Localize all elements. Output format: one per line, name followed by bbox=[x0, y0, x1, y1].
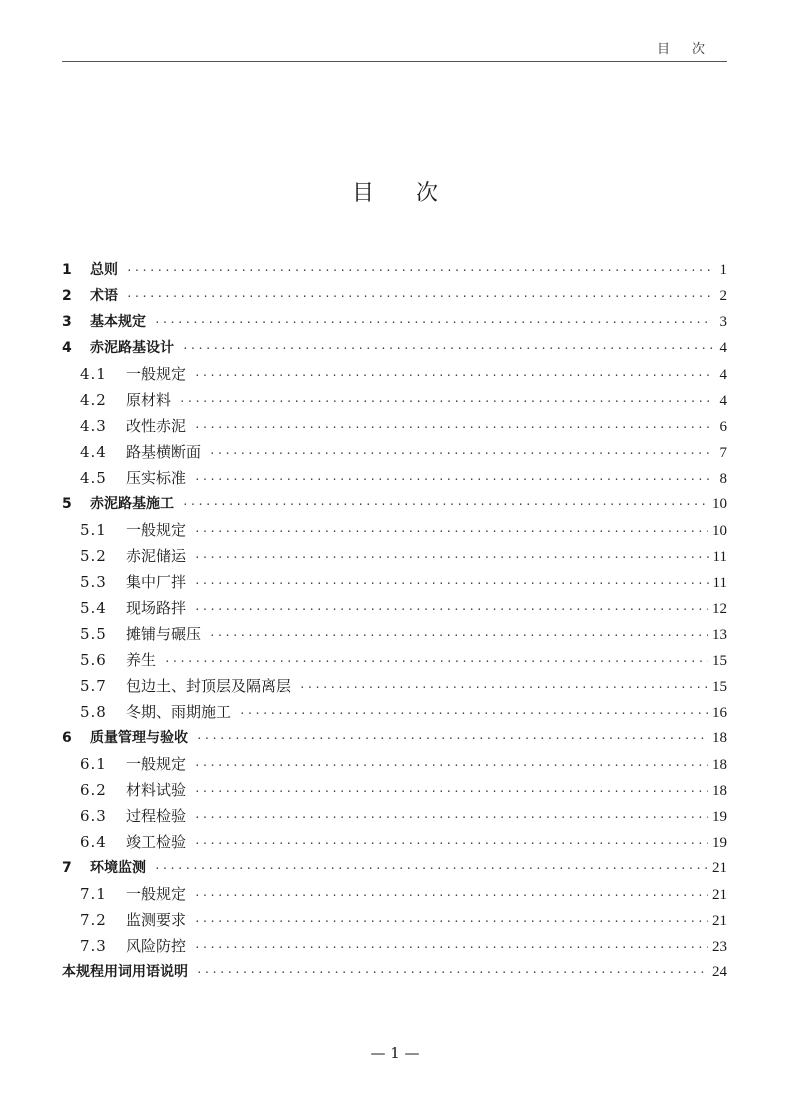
toc-section-entry[interactable] bbox=[62, 543, 727, 569]
toc-dot-leader bbox=[194, 883, 708, 909]
toc-entry-title: 一般规定 bbox=[126, 885, 187, 903]
toc-entry-page: 11 bbox=[712, 575, 727, 591]
toc-dot-leader bbox=[194, 545, 709, 571]
toc-entry-number: 7 bbox=[62, 860, 72, 876]
toc-entry-title: 竣工检验 bbox=[126, 833, 187, 851]
toc-chapter-entry[interactable] bbox=[62, 309, 727, 335]
toc-entry-title: 包边土、封顶层及隔离层 bbox=[126, 677, 292, 695]
toc-entry-page: 19 bbox=[712, 809, 727, 825]
toc-entry-number: 4 bbox=[62, 340, 72, 356]
toc-entry-title: 集中厂拌 bbox=[126, 573, 187, 591]
toc-entry-title: 现场路拌 bbox=[126, 599, 187, 617]
toc-entry-title: 养生 bbox=[126, 651, 157, 669]
toc-entry-page: 2 bbox=[719, 288, 727, 304]
toc-entry-page: 3 bbox=[719, 314, 727, 330]
toc-section-entry[interactable] bbox=[62, 439, 727, 465]
toc-entry-title: 摊铺与碾压 bbox=[126, 625, 202, 643]
toc-entry-page: 13 bbox=[712, 627, 727, 643]
toc-entry-title: 压实标准 bbox=[126, 469, 187, 487]
toc-chapter-entry[interactable] bbox=[62, 335, 727, 361]
toc-entry-number: 2 bbox=[62, 288, 72, 304]
toc-entry-page: 21 bbox=[712, 913, 727, 929]
toc-entry-title: 环境监测 bbox=[90, 860, 146, 876]
toc-entry-title: 材料试验 bbox=[126, 781, 187, 799]
toc-entry-page: 6 bbox=[719, 419, 727, 435]
toc-dot-leader bbox=[194, 805, 708, 831]
toc-entry-page: 15 bbox=[712, 653, 727, 669]
toc-entry-page: 7 bbox=[719, 445, 727, 461]
toc-entry-title: 赤泥路基设计 bbox=[90, 340, 174, 356]
toc-entry-number: 5.2 bbox=[80, 547, 107, 565]
toc-entry-title: 术语 bbox=[90, 288, 118, 304]
toc-entry-number: 5.7 bbox=[80, 677, 107, 695]
toc-dot-leader bbox=[239, 701, 708, 727]
toc-entry-number: 6.2 bbox=[80, 781, 107, 799]
toc-entry-page: 4 bbox=[719, 367, 727, 383]
toc-dot-leader bbox=[194, 597, 708, 623]
toc-dot-leader bbox=[194, 363, 713, 389]
toc-section-entry[interactable] bbox=[62, 933, 727, 959]
toc-entry-number: 5.5 bbox=[80, 625, 107, 643]
toc-entry-page: 21 bbox=[712, 887, 727, 903]
toc-dot-leader bbox=[299, 675, 708, 701]
toc-section-entry[interactable] bbox=[62, 387, 727, 413]
toc-dot-leader bbox=[182, 492, 708, 518]
toc-chapter-entry[interactable] bbox=[62, 257, 727, 283]
toc-entry-number: 5.4 bbox=[80, 599, 107, 617]
toc-entry-title: 路基横断面 bbox=[126, 443, 202, 461]
toc-section-entry[interactable] bbox=[62, 595, 727, 621]
toc-entry-page: 18 bbox=[712, 730, 727, 746]
toc-dot-leader bbox=[194, 935, 708, 961]
toc-entry-number: 6.1 bbox=[80, 755, 107, 773]
toc-entry-page: 16 bbox=[712, 705, 727, 721]
toc-dot-leader bbox=[126, 258, 713, 284]
toc-section-entry[interactable] bbox=[62, 881, 727, 907]
table-of-contents bbox=[62, 257, 727, 985]
toc-dot-leader bbox=[154, 856, 708, 882]
toc-dot-leader bbox=[179, 389, 713, 415]
toc-entry-title: 总则 bbox=[90, 262, 118, 278]
toc-entry-number: 7.1 bbox=[80, 885, 107, 903]
toc-entry-title: 原材料 bbox=[126, 391, 172, 409]
toc-dot-leader bbox=[194, 571, 709, 597]
toc-dot-leader bbox=[196, 726, 708, 752]
toc-section-entry[interactable] bbox=[62, 829, 727, 855]
toc-chapter-entry[interactable] bbox=[62, 959, 727, 985]
toc-entry-page: 4 bbox=[719, 393, 727, 409]
page-title: 目次 bbox=[351, 181, 480, 206]
toc-dot-leader bbox=[164, 649, 708, 675]
toc-chapter-entry[interactable] bbox=[62, 283, 727, 309]
header-rule bbox=[62, 61, 727, 62]
toc-section-entry[interactable] bbox=[62, 803, 727, 829]
toc-entry-page: 12 bbox=[712, 601, 727, 617]
toc-dot-leader bbox=[194, 753, 708, 779]
toc-entry-page: 18 bbox=[712, 757, 727, 773]
toc-dot-leader bbox=[196, 960, 708, 986]
toc-dot-leader bbox=[209, 623, 708, 649]
toc-section-entry[interactable] bbox=[62, 647, 727, 673]
toc-entry-title: 过程检验 bbox=[126, 807, 187, 825]
toc-entry-page: 21 bbox=[712, 860, 727, 876]
toc-entry-title: 一般规定 bbox=[126, 521, 187, 539]
toc-entry-number: 6 bbox=[62, 730, 72, 746]
toc-section-entry[interactable] bbox=[62, 699, 727, 725]
toc-entry-number: 4.4 bbox=[80, 443, 107, 461]
toc-section-entry[interactable] bbox=[62, 361, 727, 387]
toc-entry-title: 监测要求 bbox=[126, 911, 187, 929]
toc-entry-title: 一般规定 bbox=[126, 755, 187, 773]
toc-entry-title: 本规程用词用语说明 bbox=[62, 964, 188, 980]
toc-section-entry[interactable] bbox=[62, 569, 727, 595]
toc-entry-number: 1 bbox=[62, 262, 72, 278]
toc-section-entry[interactable] bbox=[62, 465, 727, 491]
toc-chapter-entry[interactable] bbox=[62, 725, 727, 751]
toc-entry-title: 一般规定 bbox=[126, 365, 187, 383]
toc-entry-page: 18 bbox=[712, 783, 727, 799]
toc-entry-title: 风险防控 bbox=[126, 937, 187, 955]
toc-dot-leader bbox=[209, 441, 713, 467]
toc-entry-number: 5.1 bbox=[80, 521, 107, 539]
toc-dot-leader bbox=[194, 779, 708, 805]
toc-entry-page: 23 bbox=[712, 939, 727, 955]
toc-dot-leader bbox=[194, 415, 713, 441]
toc-entry-title: 赤泥路基施工 bbox=[90, 496, 174, 512]
toc-entry-page: 19 bbox=[712, 835, 727, 851]
toc-entry-number: 4.1 bbox=[80, 365, 107, 383]
toc-section-entry[interactable] bbox=[62, 907, 727, 933]
page-number: — 1 — bbox=[370, 1044, 420, 1062]
toc-entry-title: 改性赤泥 bbox=[126, 417, 187, 435]
toc-section-entry[interactable] bbox=[62, 673, 727, 699]
toc-entry-number: 5.8 bbox=[80, 703, 107, 721]
running-header: 目次 bbox=[656, 42, 727, 57]
toc-entry-number: 7.2 bbox=[80, 911, 107, 929]
toc-entry-page: 10 bbox=[712, 496, 727, 512]
toc-section-entry[interactable] bbox=[62, 621, 727, 647]
toc-entry-number: 5 bbox=[62, 496, 72, 512]
toc-entry-number: 4.5 bbox=[80, 469, 107, 487]
toc-entry-number: 5.6 bbox=[80, 651, 107, 669]
toc-entry-title: 冬期、雨期施工 bbox=[126, 703, 232, 721]
toc-entry-title: 质量管理与验收 bbox=[90, 730, 188, 746]
toc-entry-number: 4.2 bbox=[80, 391, 107, 409]
toc-chapter-entry[interactable] bbox=[62, 855, 727, 881]
toc-entry-number: 3 bbox=[62, 314, 72, 330]
toc-section-entry[interactable] bbox=[62, 517, 727, 543]
toc-chapter-entry[interactable] bbox=[62, 491, 727, 517]
toc-entry-number: 5.3 bbox=[80, 573, 107, 591]
toc-dot-leader bbox=[182, 336, 713, 362]
toc-section-entry[interactable] bbox=[62, 751, 727, 777]
toc-dot-leader bbox=[154, 310, 713, 336]
toc-section-entry[interactable] bbox=[62, 413, 727, 439]
toc-entry-page: 11 bbox=[712, 549, 727, 565]
toc-entry-title: 赤泥储运 bbox=[126, 547, 187, 565]
toc-section-entry[interactable] bbox=[62, 777, 727, 803]
toc-entry-page: 10 bbox=[712, 523, 727, 539]
toc-dot-leader bbox=[194, 467, 713, 493]
toc-entry-number: 6.3 bbox=[80, 807, 107, 825]
toc-entry-page: 24 bbox=[712, 964, 727, 980]
toc-entry-number: 6.4 bbox=[80, 833, 107, 851]
toc-entry-page: 1 bbox=[719, 262, 727, 278]
toc-dot-leader bbox=[194, 831, 708, 857]
toc-entry-number: 7.3 bbox=[80, 937, 107, 955]
toc-entry-page: 4 bbox=[719, 340, 727, 356]
toc-entry-number: 4.3 bbox=[80, 417, 107, 435]
toc-dot-leader bbox=[126, 284, 713, 310]
toc-entry-title: 基本规定 bbox=[90, 314, 146, 330]
toc-entry-page: 15 bbox=[712, 679, 727, 695]
toc-entry-page: 8 bbox=[719, 471, 727, 487]
toc-dot-leader bbox=[194, 519, 708, 545]
toc-dot-leader bbox=[194, 909, 708, 935]
